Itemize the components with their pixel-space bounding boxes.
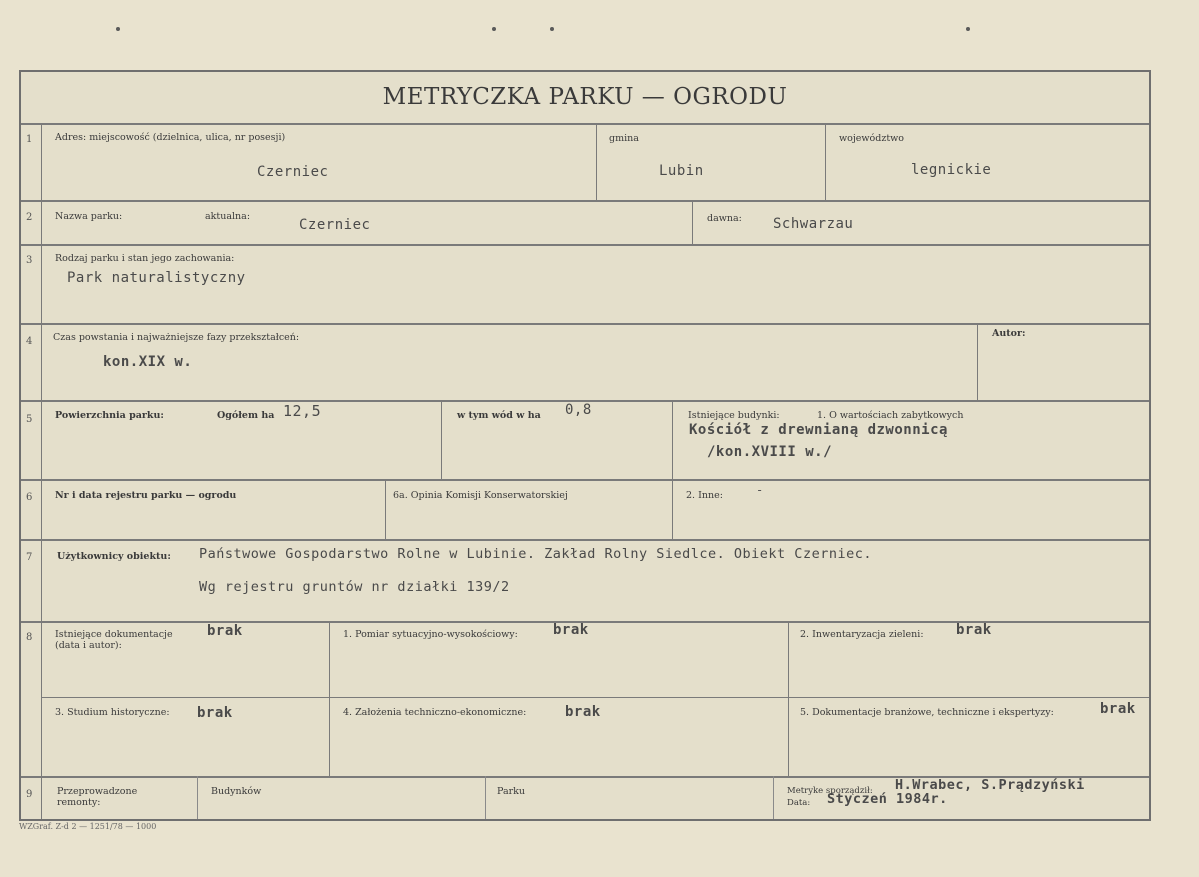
register-label: Nr i data rejestru parku — ogrodu — [55, 490, 237, 501]
current-name-label: aktualna: — [205, 211, 251, 222]
branch-docs-value: brak — [1100, 701, 1136, 717]
water-area-value: 0,8 — [565, 402, 592, 418]
author-sign-label: Metryke sporządził: — [787, 786, 873, 796]
park-type-value: Park naturalistyczny — [67, 270, 246, 286]
address-value: Czerniec — [257, 164, 329, 180]
row-divider — [21, 479, 1149, 481]
historical-study-label: 3. Studium historyczne: — [55, 707, 170, 718]
row-number: 2 — [26, 212, 33, 223]
author-sign-value: H.Wrabec, S.Prądzyński — [895, 777, 1085, 793]
form-title: METRYCZKA PARKU — OGRODU — [382, 84, 788, 110]
row-number: 7 — [26, 552, 33, 563]
column-divider — [441, 400, 442, 479]
print-footer: WZGraf. Z-d 2 — 1251/78 — 1000 — [19, 822, 157, 831]
column-divider — [485, 776, 486, 819]
opinion-label: 6a. Opinia Komisji Konserwatorskiej — [393, 490, 568, 501]
gmina-label: gmina — [609, 133, 639, 144]
column-divider — [692, 200, 693, 244]
row-number: 4 — [26, 336, 33, 347]
column-divider — [825, 123, 826, 200]
row-number: 9 — [26, 789, 33, 800]
monument-line-2: /kon.XVIII w./ — [707, 444, 833, 460]
existing-docs-value: brak — [207, 623, 243, 639]
renovations-sublabel: remonty: — [57, 797, 101, 808]
creation-time-label: Czas powstania i najważniejsze fazy przekształceń: — [53, 332, 300, 343]
binder-hole — [966, 27, 970, 31]
other-label: 2. Inne: — [686, 490, 723, 501]
column-divider — [197, 776, 198, 819]
column-divider — [773, 776, 774, 819]
gmina-value: Lubin — [659, 163, 704, 179]
historical-study-value: brak — [197, 705, 233, 721]
date-label: Data: — [787, 798, 811, 808]
creation-time-value: kon.XIX w. — [103, 354, 193, 370]
column-divider — [329, 621, 330, 776]
total-area-label: Ogółem ha — [217, 410, 275, 421]
row-divider — [21, 123, 1149, 125]
column-divider — [788, 621, 789, 776]
water-area-label: w tym wód w ha — [457, 410, 541, 421]
row-divider — [21, 539, 1149, 541]
tech-econ-label: 4. Założenia techniczno-ekonomiczne: — [343, 707, 527, 718]
row-number: 3 — [26, 255, 33, 266]
address-label: Adres: miejscowość (dzielnica, ulica, nr posesji) — [55, 132, 286, 143]
other-value: - — [756, 483, 764, 497]
binder-hole — [116, 27, 120, 31]
existing-docs-sublabel: (data i autor): — [55, 640, 122, 651]
tech-econ-value: brak — [565, 704, 601, 720]
row-divider — [41, 697, 1149, 698]
row-divider — [21, 200, 1149, 202]
greenery-inventory-label: 2. Inwentaryzacja zieleni: — [800, 629, 924, 640]
park-area-label: Powierzchnia parku: — [55, 410, 164, 421]
voivodeship-label: województwo — [839, 133, 905, 144]
row-number: 5 — [26, 414, 33, 425]
row-number: 1 — [26, 134, 33, 145]
row-number: 6 — [26, 492, 33, 503]
renovations-label: Przeprowadzone — [57, 786, 138, 797]
column-divider — [977, 323, 978, 400]
park-renov-label: Parku — [497, 786, 526, 797]
former-name-label: dawna: — [707, 213, 742, 224]
park-name-label: Nazwa parku: — [55, 211, 123, 222]
existing-docs-label: Istniejące dokumentacje — [55, 629, 173, 640]
users-line-2: Wg rejestru gruntów nr działki 139/2 — [199, 579, 510, 595]
park-type-label: Rodzaj parku i stan jego zachowania: — [55, 253, 235, 264]
former-name-value: Schwarzau — [773, 216, 854, 232]
survey-value: brak — [553, 622, 589, 638]
date-value: Styczeń 1984r. — [827, 791, 948, 807]
monument-value-label: 1. O wartościach zabytkowych — [817, 410, 964, 421]
greenery-inventory-value: brak — [956, 622, 992, 638]
number-column-divider — [41, 123, 42, 819]
column-divider — [672, 400, 673, 479]
park-record-form — [19, 70, 1151, 821]
users-line-1: Państwowe Gospodarstwo Rolne w Lubinie. Zakład Rolny Siedlce. Obiekt Czerniec. — [199, 546, 872, 562]
users-label: Użytkownicy obiektu: — [57, 551, 171, 562]
branch-docs-label: 5. Dokumentacje branżowe, techniczne i ekspertyzy: — [800, 707, 1054, 718]
buildings-label: Istniejące budynki: — [688, 410, 780, 421]
column-divider — [385, 479, 386, 539]
buildings-renov-label: Budynków — [211, 786, 262, 797]
row-divider — [21, 323, 1149, 325]
total-area-value: 12,5 — [283, 402, 322, 420]
binder-hole — [492, 27, 496, 31]
column-divider — [596, 123, 597, 200]
row-divider — [21, 244, 1149, 246]
column-divider — [672, 479, 673, 539]
survey-label: 1. Pomiar sytuacyjno-wysokościowy: — [343, 629, 518, 640]
row-number: 8 — [26, 632, 33, 643]
monument-line-1: Kościół z drewnianą dzwonnicą — [689, 422, 948, 438]
current-name-value: Czerniec — [299, 217, 371, 233]
voivodeship-value: legnickie — [911, 162, 992, 178]
binder-hole — [550, 27, 554, 31]
author-label: Autor: — [992, 328, 1026, 339]
